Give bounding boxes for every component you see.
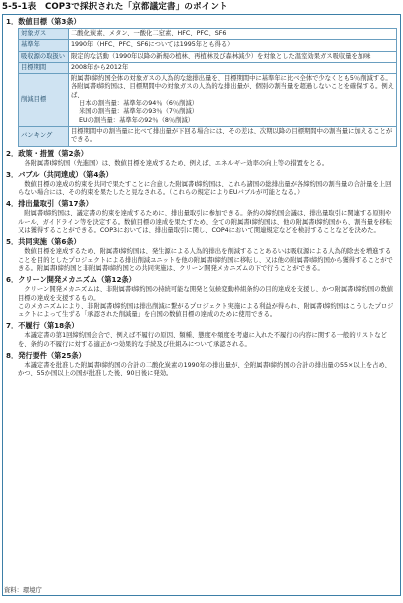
section-heading: 1．数値目標（第3条） [6, 17, 81, 26]
row-key: 対象ガス [19, 29, 69, 40]
content-box [2, 14, 401, 596]
reduction-line: 附属書Ⅰ締約国全体の対象ガスの人為的な総排出量を、目標期間中に基準年に比べ全体で少なくとも5％削減する。 [71, 75, 392, 83]
numeric-target-table [18, 28, 397, 147]
page [2, 1, 401, 601]
row-value: 2008年から2012年 [69, 62, 397, 73]
row-value: 二酸化炭素、メタン、一酸化二窒素、HFC、PFC、SF6 [69, 29, 397, 40]
section-heading: 6．クリーン開発メカニズム（第12条） [6, 275, 136, 285]
reduction-line: EUの割当量：基準年の92％（8％削減） [79, 116, 195, 124]
row-key: 削減目標 [19, 74, 69, 127]
section-body: 附属書Ⅰ締約国は、議定書の約束を達成するために、排出量取引に参加できる。条約の締約国会議は、排出量取引に関連する原則やルール、ガイドライン等を決定する。数値目標の達成を果たすため、全ての附属書Ⅰ締約国は、他の附属書Ⅰ締約国から、割当量を移転又は獲得することができる。COP3においては、排出量取引に関し、COP4において関連規定などを検討することなどを決めた。 [18, 210, 392, 235]
section-heading: 3．バブル（共同達成）（第4条） [6, 169, 113, 179]
row-key: 目標期間 [19, 62, 69, 73]
row-value: 限定的な活動（1990年以降の新規の植林、再植林及び森林減少）を対象とした温室効果ガス吸収量を加味 [69, 51, 397, 62]
numeric-target-table-wrap [6, 28, 397, 147]
table-title: 5-5-1表 COP3で採択された「京都議定書」のポイント [2, 2, 228, 12]
table-row [19, 51, 397, 62]
row-value: 目標期間中の割当量に比べて排出量が下回る場合には、その差は、次期以降の目標期間中の割当量に加えることができる。 [69, 126, 397, 146]
row-key: 基準年 [19, 40, 69, 51]
table-row [19, 40, 397, 51]
section-heading: 7．不履行（第18条） [6, 321, 79, 331]
section-body: 本議定書を批准した附属書Ⅰ締約国の合計の二酸化炭素の1990年の排出量が、全附属書Ⅰ締約国の合計の排出量の55×以上を占め、かつ、55か国以上の国が批准した後、90日後に発効。 [18, 362, 391, 378]
section-body: 各附属書Ⅰ締約国（先進国）は、数値目標を達成するため、例えば、エネルギー効率の向上等の措置をとる。 [24, 159, 329, 167]
reduction-line: 各附属書Ⅰ締約国は、目標期間中の対象ガスの人為的な排出量が、個別の割当量を超過しないことを確保する。例えば、 [71, 83, 394, 99]
table-row [19, 126, 397, 146]
row-key: バンキング [19, 126, 69, 146]
table-row [19, 62, 397, 73]
row-value: 1990年（HFC、PFC、SF6については1995年とも得る） [69, 40, 397, 51]
section-heading: 2．政策・措置（第2条） [6, 148, 88, 158]
section-body: 数値目標を達成するため、附属書Ⅰ締約国は、発生源による人為的排出を削減することあるいは吸収源による人為的除去を増進することを目的としたプロジェクトによる排出削減ユニットを他の附属書Ⅰ締約国に移転し、又は他の附属書Ⅰ締約国から獲得することができる。附属書Ⅰ締約国と非附属書Ⅰ締約国との共同実施は、クリーン開発メカニズムの下で行うことができる。 [18, 248, 393, 272]
section-body: 数値目標の達成の約束を共同で果たすことに合意した附属書Ⅰ締約国は、これら諸国の総排出量が各締約国の割当量の合計量を上回らない場合には、その約束を果たしたと見なされる。（これらの規定によりEUバブルが可能となる。） [18, 180, 392, 197]
row-value [69, 74, 397, 127]
section-heading: 4．排出量取引（第17条） [6, 199, 93, 209]
reduction-line: 米国の割当量：基準年の93％（7％削減） [79, 108, 199, 116]
row-key: 吸収源の取扱い [19, 51, 69, 62]
section-heading: 5．共同実施（第6条） [6, 237, 81, 247]
table-row [19, 74, 397, 127]
table-row [19, 29, 397, 40]
reduction-line: 日本の割当量：基準年の94％（6％削減） [79, 100, 199, 108]
section-body: 本議定書の第1回締約国会合で、例えば不履行の原因、類種、態度や頻度を考慮に入れた不履行の内容に関する一般的リストなどを、条約の不履行に対する適正かつ効果的な手続及び仕組みについて承認される。 [18, 332, 387, 348]
section-body: クリーン開発メカニズムは、非附属書Ⅰ締約国の持続可能な開発と気候変動枠組条約の目的達成を支援し、かつ附属書Ⅰ締約国の数値目標の達成を支援するもの。 このメカニズムにより、非附属書Ⅰ締約国は排出削減に繋がるプロジェクト実施による利益が得られ、附属書Ⅰ締約国はこうしたプロジェクトによって生ずる「承認された削減量」を自国の数値目標の達成のために使用できる。 [18, 286, 394, 319]
section-heading: 8．発行要件（第25条） [6, 351, 86, 361]
source-note: 資料：環境庁 [4, 587, 42, 594]
